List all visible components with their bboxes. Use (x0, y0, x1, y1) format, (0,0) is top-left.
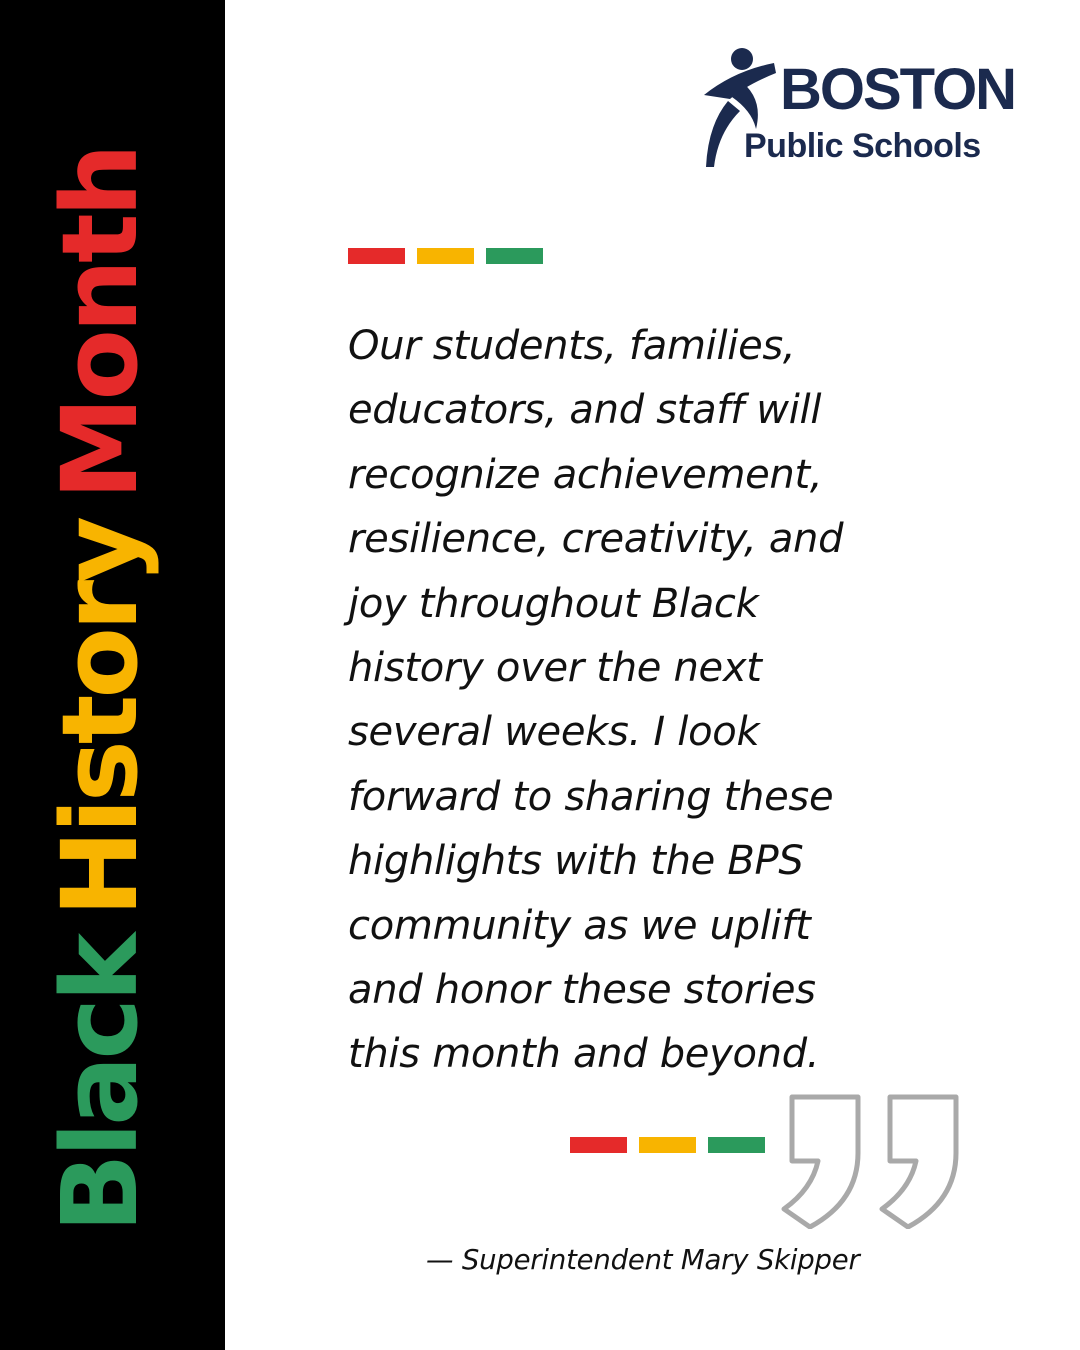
green-dash (708, 1137, 765, 1153)
title-word-history: History (39, 519, 161, 917)
bottom-color-dashes (570, 1137, 766, 1153)
yellow-dash (639, 1137, 696, 1153)
title-word-month: Month (39, 147, 161, 500)
bps-logo (698, 45, 1016, 170)
green-dash (486, 248, 543, 264)
quote-attribution: — Superintendent Mary Skipper (426, 1244, 860, 1276)
yellow-dash (417, 248, 474, 264)
vertical-title (39, 147, 161, 1233)
red-dash (570, 1137, 627, 1153)
title-word-black: Black (39, 936, 161, 1233)
closing-quotation-mark-icon (776, 1093, 962, 1229)
logo-text-boston: BOSTON (780, 57, 1016, 122)
red-dash (348, 248, 405, 264)
top-color-dashes (348, 248, 544, 264)
quote-text: Our students, families, educators, and staff will recognize achievement, resilience, creativity, and joy throughout Black history over the next several weeks. I look forward to sharing these highlights with the BPS community as we uplift and honor these stories this month and beyond. (348, 323, 844, 1078)
logo-text-public-schools: Public Schools (744, 127, 981, 165)
